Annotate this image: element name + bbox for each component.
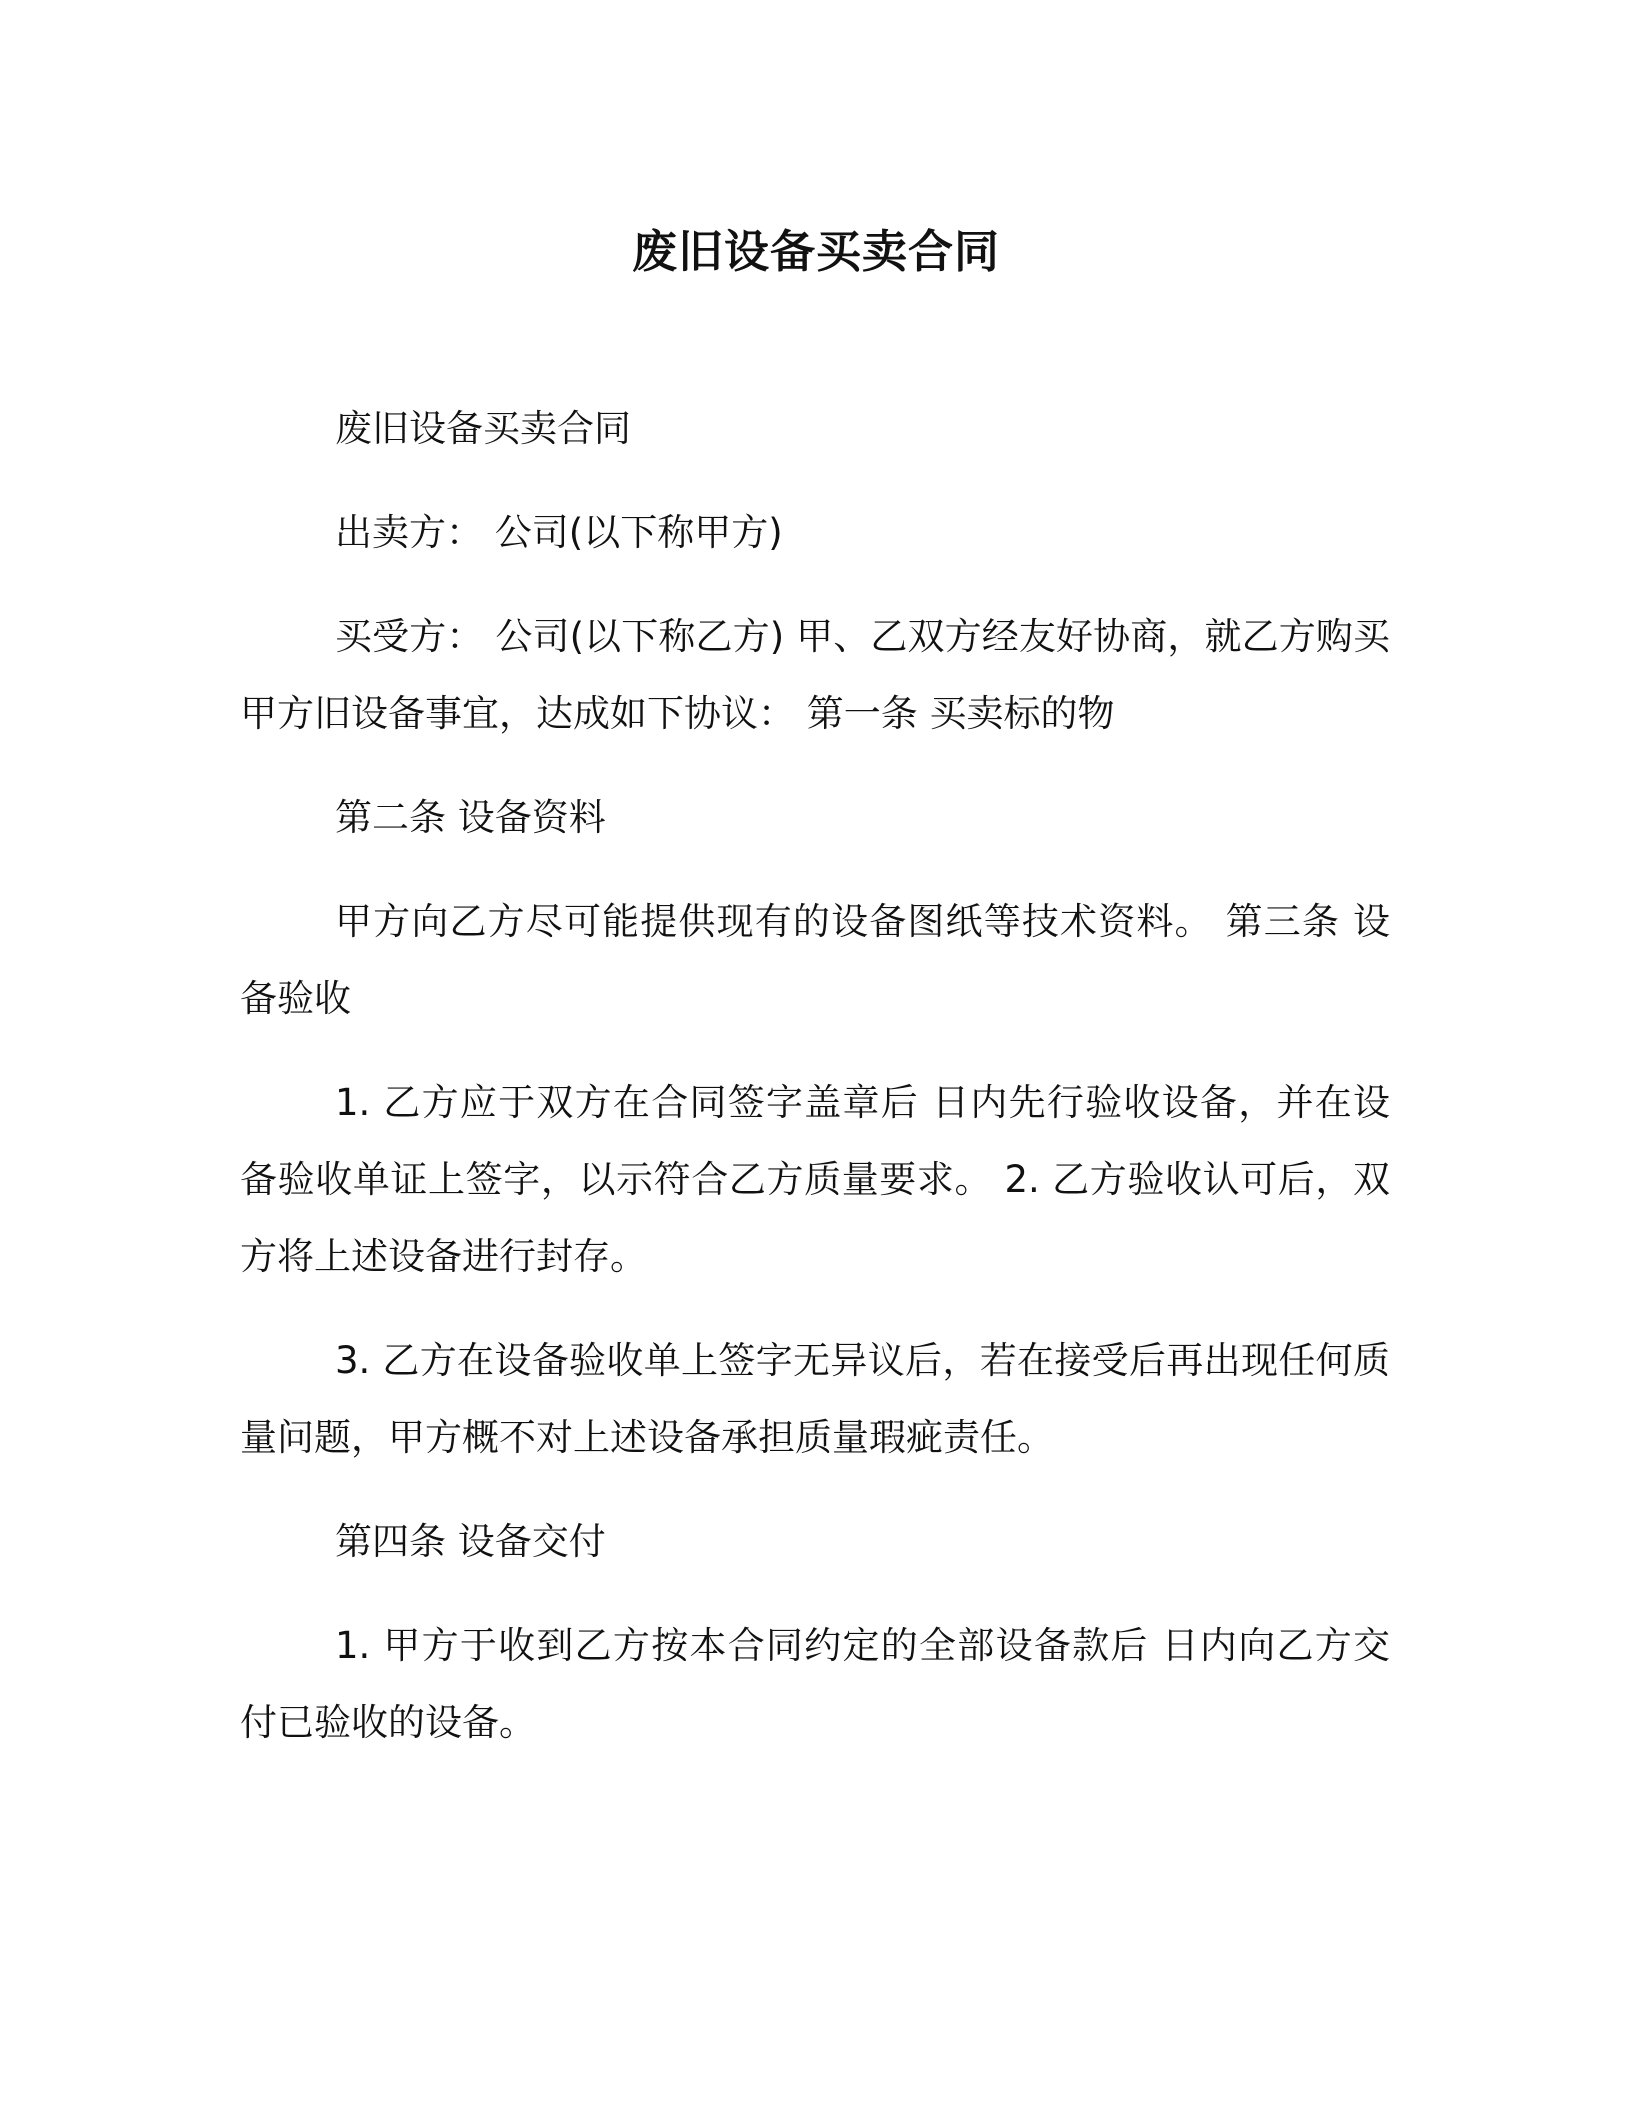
document-title: 废旧设备买卖合同	[631, 225, 1000, 278]
document-body	[240, 390, 1390, 1788]
paragraph-acceptance-3: 3. 乙方在设备验收单上签字无异议后，若在接受后再出现任何质量问题，甲方概不对上述设备承担质量瑕疵责任。	[240, 1339, 1390, 1459]
paragraph-heading: 废旧设备买卖合同	[335, 407, 631, 450]
paragraph-seller: 出卖方： 公司(以下称甲方)	[335, 511, 783, 554]
paragraph-technical-data: 甲方向乙方尽可能提供现有的设备图纸等技术资料。 第三条 设备验收	[240, 900, 1390, 1020]
paragraph-article-4: 第四条 设备交付	[335, 1520, 606, 1563]
paragraph-article-2: 第二条 设备资料	[335, 796, 606, 839]
paragraph-acceptance-1-2: 1. 乙方应于双方在合同签字盖章后 日内先行验收设备，并在设备验收单证上签字，以示符合乙方质量要求。 2. 乙方验收认可后，双方将上述设备进行封存。	[240, 1081, 1390, 1278]
paragraph-buyer: 买受方： 公司(以下称乙方) 甲、乙双方经友好协商，就乙方购买甲方旧设备事宜，达成如下协议： 第一条 买卖标的物	[240, 615, 1390, 735]
paragraph-delivery-1: 1. 甲方于收到乙方按本合同约定的全部设备款后 日内向乙方交付已验收的设备。	[240, 1624, 1390, 1744]
